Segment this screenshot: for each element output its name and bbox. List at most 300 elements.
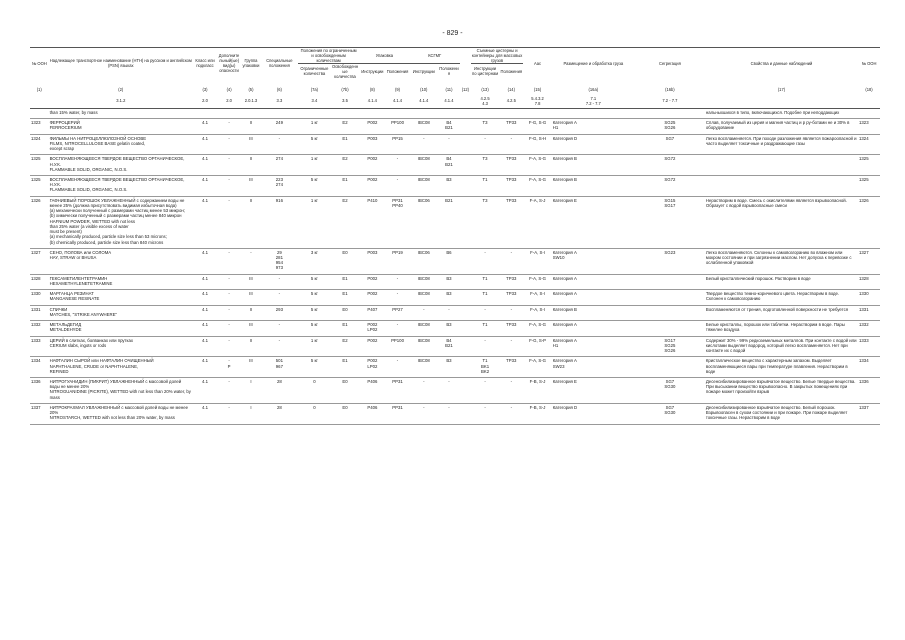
cell-excepted-qty: E1 <box>331 134 359 155</box>
cell-class: 4.1 <box>193 196 217 248</box>
cell-packing-instruction: P002 <box>359 274 385 289</box>
table-row <box>30 175 880 196</box>
cell-class: 4.1 <box>193 134 217 155</box>
cell-segregation: SG17 SG25 SG26 <box>635 336 705 357</box>
cell-un-number: 1330 <box>30 290 49 305</box>
cell-stowage: Категория А <box>552 321 635 336</box>
cell-limited-qty: 0 <box>298 403 331 424</box>
cell-tank-instruction: T3 <box>471 119 499 134</box>
table-row <box>30 119 880 134</box>
cell-tank-provision: TP33 <box>499 196 523 248</box>
cell-stowage: Категория А <box>552 290 635 305</box>
table-row <box>30 155 880 176</box>
cell-segregation <box>635 290 705 305</box>
cell-tank-provision: TP33 <box>499 175 523 196</box>
cell-col12 <box>460 274 471 289</box>
header-un-number-right: № ООН <box>858 48 880 79</box>
cell-special-provisions: 916 <box>261 196 298 248</box>
column-reference <box>30 94 49 108</box>
column-reference: 3.1.2 <box>116 98 126 104</box>
cell-special-provisions: - <box>261 290 298 305</box>
cell-excepted-qty: E0 <box>331 305 359 320</box>
column-number: (11) <box>445 86 453 92</box>
cell-ems: F-B, S-J <box>523 378 551 404</box>
cell-class: 4.1 <box>193 378 217 404</box>
cell-tank-instruction: T1 <box>471 321 499 336</box>
cell-packing-instruction: P406 <box>359 403 385 424</box>
cell-psn: ФЕРРОЦЕРИЙ FERROCERIUM <box>49 119 193 134</box>
column-number: (16a) <box>588 86 599 92</box>
cell-ems: F-A, S-G <box>523 274 551 289</box>
cell-ems: F-B, S-J <box>523 403 551 424</box>
cell-tank-provision: - <box>499 378 523 404</box>
cell-properties: Легко воспламеняются. Склонны к самовозгоранию во влажном или мокром состоянии и при загрязнении маслом. Нет допуска к перевозке с ослабленной упаковкой <box>705 248 858 274</box>
cell-packing-provision: - <box>385 274 409 289</box>
cell-ibc-provision: B3 <box>438 290 460 305</box>
column-number: (5) <box>248 86 254 92</box>
cell-class: 4.1 <box>193 290 217 305</box>
header-segregation: Сегрегация <box>635 48 705 79</box>
cell-special-provisions: 293 <box>261 305 298 320</box>
cell-ems <box>523 108 551 118</box>
cell-packing-instruction: P002 <box>359 290 385 305</box>
cell-psn: МАРГАНЦА РЕЗИНАТ MANGANESE RESINATE <box>49 290 193 305</box>
cell-limited-qty: 3 кг <box>298 248 331 274</box>
column-number: (6) <box>276 86 282 92</box>
column-number: (3) <box>202 86 208 92</box>
cell-ibc-provision: B3 <box>438 274 460 289</box>
cell-un-number: 1323 <box>30 119 49 134</box>
table-row <box>30 305 880 320</box>
cell-special-provisions: 28 <box>261 378 298 404</box>
cell-stowage: Категория D <box>552 134 635 155</box>
cell-stowage: Категория А H1 <box>552 119 635 134</box>
cell-special-provisions: 28 <box>261 403 298 424</box>
cell-packing-provision: - <box>385 357 409 378</box>
cell-subsidiary-hazard: - <box>217 378 241 404</box>
column-reference: 3.5 <box>342 98 348 104</box>
cell-tank-instruction: - <box>471 305 499 320</box>
cell-class: 4.1 <box>193 175 217 196</box>
cell-stowage: Категория Е <box>552 196 635 248</box>
cell-subsidiary-hazard: - <box>217 305 241 320</box>
cell-ibc-instruction: IBC08 <box>410 321 438 336</box>
cell-col12 <box>460 357 471 378</box>
cell-class: 4.1 <box>193 305 217 320</box>
cell-packing-group: - <box>241 248 261 274</box>
column-number: (9) <box>395 86 401 92</box>
table-row <box>30 134 880 155</box>
cell-tank-instruction: - <box>471 248 499 274</box>
cell-tank-provision: - <box>499 336 523 357</box>
table-row <box>30 290 880 305</box>
cell-special-provisions: 223 274 <box>261 175 298 196</box>
cell-stowage <box>552 108 635 118</box>
cell-un-number-right: 1330 <box>858 290 880 305</box>
cell-un-number-right: 1333 <box>858 336 880 357</box>
cell-excepted-qty: E2 <box>331 196 359 248</box>
cell-tank-instruction: - <box>471 336 499 357</box>
column-reference <box>858 94 880 108</box>
cell-un-number: 1326 <box>30 196 49 248</box>
column-number: (15) <box>533 86 542 92</box>
cell-packing-group: II <box>241 305 261 320</box>
page-number: - 829 - <box>442 30 463 37</box>
table-row <box>30 248 880 274</box>
cell-ibc-instruction: - <box>410 403 438 424</box>
cell-special-provisions: 274 <box>261 155 298 176</box>
cell-segregation: SG7 <box>635 134 705 155</box>
header-tank-provisions: Положения <box>499 63 523 78</box>
cell-limited-qty: 5 кг <box>298 274 331 289</box>
cell-tank-instruction: - <box>471 403 499 424</box>
cell-properties: Белый кристаллический порошок. Растворим в воде <box>705 274 858 289</box>
cell-tank-provision: TP33 <box>499 290 523 305</box>
cell-col12 <box>460 119 471 134</box>
cell-ibc-provision: B4 B21 <box>438 155 460 176</box>
header-ibc-provisions: Положения <box>438 63 460 78</box>
cell-packing-group: II <box>241 155 261 176</box>
cell-packing-group: II <box>241 336 261 357</box>
column-number: (1) <box>36 86 42 92</box>
cell-limited-qty: 1 кг <box>298 196 331 248</box>
cell-properties: Десенсибилизированное взрывчатое вещество. Белые твердые вещества. При высыхании вещество взрывоопасно. В закрытых помещениях при пожаре может произойти взрыв <box>705 378 858 404</box>
cell-packing-group: III <box>241 274 261 289</box>
cell-tank-instruction: T1 <box>471 274 499 289</box>
column-reference: 2.0.1.3 <box>244 98 258 104</box>
cell-psn: НАФТАЛИН СЫРОЙ или НАФТАЛИН ОЧИЩЕННЫЙ NAPHTHALENE, CRUDE or NAPHTHALENE, REFINED <box>49 357 193 378</box>
cell-un-number-right: 1328 <box>858 274 880 289</box>
column-reference: 4.1.4 <box>444 98 454 104</box>
cell-un-number-right: 1336 <box>858 378 880 404</box>
column-reference: 5.4.3.2 7.8 <box>531 95 544 106</box>
cell-packing-provision: PP31 <box>385 378 409 404</box>
cell-tank-instruction: T3 <box>471 196 499 248</box>
cell-packing-provision: - <box>385 175 409 196</box>
header-subsidiary-hazard: Дополнительный(ые) вид(ы) опасности <box>217 48 241 79</box>
cell-psn: МЕТАЛЬДЕГИД METALDEHYDE <box>49 321 193 336</box>
cell-subsidiary-hazard: - <box>217 403 241 424</box>
cell-limited-qty: 1 кг <box>298 119 331 134</box>
cell-psn: ГЕКСАМЕТИЛЕНТЕТРАМИН HEXAMETHYLENETETRAMINE <box>49 274 193 289</box>
cell-un-number <box>30 108 49 118</box>
cell-limited-qty: 5 кг <box>298 290 331 305</box>
cell-stowage: Категория А <box>552 274 635 289</box>
header-tanks: Съемные цистерны и контейнеры для массовых грузов <box>471 48 523 63</box>
cell-un-number-right: 1325 <box>858 155 880 176</box>
header-stowage: Размещение и обработка груза <box>552 48 635 79</box>
cell-excepted-qty: E2 <box>331 119 359 134</box>
column-reference: 4.2.5 4.3 <box>480 95 490 106</box>
cell-col12 <box>460 305 471 320</box>
cell-limited-qty: 5 кг <box>298 134 331 155</box>
cell-ibc-instruction: IBC06 <box>410 196 438 248</box>
header-ems: Аас <box>523 48 551 79</box>
cell-un-number-right <box>858 108 880 118</box>
cell-ibc-provision: B4 B21 <box>438 119 460 134</box>
cell-properties: Десенсибилизированное взрывчатое вещество. Белый порошок. Взрывоопасен в сухом состоянии и при пожаре. При пожаре выделяет токсичные газы. Нерастворим в воде <box>705 403 858 424</box>
cell-psn: ЦЕРИЙ в слитках, болванках или прутках CERIUM slabs, ingots or rods <box>49 336 193 357</box>
cell-ibc-provision: B6 <box>438 248 460 274</box>
cell-un-number: 1325 <box>30 155 49 176</box>
cell-col12 <box>460 321 471 336</box>
table-row <box>30 321 880 336</box>
cell-excepted-qty: E0 <box>331 248 359 274</box>
header-packing-provisions: Положения <box>385 63 409 78</box>
cell-subsidiary-hazard: - <box>217 336 241 357</box>
cell-excepted-qty: E1 <box>331 290 359 305</box>
cell-excepted-qty: E2 <box>331 155 359 176</box>
column-number: (18) <box>865 86 873 92</box>
cell-ibc-instruction: IBC06 <box>410 248 438 274</box>
cell-excepted-qty: E0 <box>331 403 359 424</box>
cell-ems: F-A, S-G <box>523 155 551 176</box>
cell-ibc-provision: - <box>438 305 460 320</box>
cell-un-number-right: 1331 <box>858 305 880 320</box>
cell-excepted-qty: E1 <box>331 274 359 289</box>
column-reference <box>705 94 858 108</box>
cell-subsidiary-hazard <box>217 108 241 118</box>
cell-properties: Содержит 30% - 99% редкоземельных металлов. При контакте с водой или кислотами выделяет водород, который легко воспламеняется. Нет при контакте их с водой <box>705 336 858 357</box>
cell-un-number-right: 1325 <box>858 175 880 196</box>
cell-excepted-qty <box>331 108 359 118</box>
cell-tank-instruction: T1 BK1 BK2 <box>471 357 499 378</box>
cell-packing-group: III <box>241 290 261 305</box>
cell-packing-instruction: P406 <box>359 378 385 404</box>
header-class: Класс или подкласс <box>193 48 217 79</box>
cell-ems: F-A, S-I <box>523 290 551 305</box>
cell-ibc-provision: B4 B21 <box>438 336 460 357</box>
cell-psn: ВОСПЛАМЕНЯЮЩЕЕСЯ ТВЕРДОЕ ВЕЩЕСТВО ОРГАНИЧЕСКОЕ, Н.У.К. FLAMMABLE SOLID, ORGANIC, N.O.S. <box>49 175 193 196</box>
cell-un-number: 1334 <box>30 357 49 378</box>
cell-packing-instruction: P003 <box>359 248 385 274</box>
header-col12 <box>460 48 471 79</box>
cell-stowage: Категория А H1 <box>552 336 635 357</box>
cell-packing-instruction: P002 <box>359 119 385 134</box>
cell-packing-provision <box>385 108 409 118</box>
cell-un-number-right: 1337 <box>858 403 880 424</box>
column-reference: 2.0 <box>202 98 208 104</box>
cell-ibc-instruction: IBC08 <box>410 357 438 378</box>
cell-limited-qty: 5 кг <box>298 305 331 320</box>
cell-properties: нальныхшихся в типо, включающихся. Подобне при неподдающих <box>705 108 858 118</box>
cell-limited-qty: 1 кг <box>298 336 331 357</box>
cell-packing-provision: PP100 <box>385 119 409 134</box>
cell-col12 <box>460 378 471 404</box>
header-limited-qty: Ограниченные количества <box>298 63 331 78</box>
cell-un-number-right: 1332 <box>858 321 880 336</box>
cell-segregation: SG15 SG17 <box>635 196 705 248</box>
cell-packing-group: I <box>241 378 261 404</box>
cell-class: 4.1 <box>193 403 217 424</box>
column-number: (17) <box>777 86 786 92</box>
header-psn: Надлежащее транспортное наименование (НТН) на русском и английском (PSN) языках <box>49 48 193 79</box>
cell-tank-provision: - <box>499 248 523 274</box>
cell-psn: НИТРОКРАХМАЛ УВЛАЖНЕННЫЙ с массовой долей воды не менее 20% NITROSTARCH, WETTED with not less than 20% water, by mass <box>49 403 193 424</box>
cell-un-number: 1331 <box>30 305 49 320</box>
column-number: (7b) <box>341 86 349 92</box>
cell-packing-provision: PP31 PP40 <box>385 196 409 248</box>
cell-ems: F-G, S-G <box>523 119 551 134</box>
cell-segregation <box>635 305 705 320</box>
cell-class <box>193 108 217 118</box>
cell-col12 <box>460 155 471 176</box>
cell-tank-provision: - <box>499 305 523 320</box>
cell-packing-group: II <box>241 196 261 248</box>
cell-tank-provision: TP33 <box>499 357 523 378</box>
cell-ibc-instruction: - <box>410 134 438 155</box>
cell-packing-provision: - <box>385 321 409 336</box>
cell-stowage: Категория А SW10 <box>552 248 635 274</box>
cell-ibc-instruction <box>410 108 438 118</box>
column-reference <box>460 94 471 108</box>
column-reference: 3.3 <box>276 98 283 104</box>
cell-packing-provision: PP15 <box>385 134 409 155</box>
cell-un-number: 1328 <box>30 274 49 289</box>
cell-segregation <box>635 357 705 378</box>
header-tank-instructions: Инструкции по цистернам <box>471 63 499 78</box>
cell-un-number-right: 1323 <box>858 119 880 134</box>
table-row <box>30 378 880 404</box>
column-number: (14) <box>507 86 515 92</box>
cell-class: 4.1 <box>193 248 217 274</box>
table-row <box>30 403 880 424</box>
cell-properties: Белые кристаллы, порошок или таблетки. Нерастворим в воде. Пары тяжелее воздуха <box>705 321 858 336</box>
cell-special-provisions: - <box>261 134 298 155</box>
cell-un-number: 1333 <box>30 336 49 357</box>
cell-ems: F-A, S-J <box>523 196 551 248</box>
cell-col12 <box>460 290 471 305</box>
cell-limited-qty <box>298 108 331 118</box>
cell-special-provisions: 501 967 <box>261 357 298 378</box>
cell-psn: СЕНО, ПОЛОВА или СОЛОМА HAY, STRAW or BHUSA <box>49 248 193 274</box>
cell-un-number: 1337 <box>30 403 49 424</box>
cell-stowage: Категория В <box>552 175 635 196</box>
column-number: (13) <box>481 86 489 92</box>
cell-excepted-qty: E1 <box>331 175 359 196</box>
cell-tank-instruction: - <box>471 134 499 155</box>
table-row <box>30 274 880 289</box>
cell-tank-provision <box>499 108 523 118</box>
column-reference: 7.2 - 7.7 <box>662 98 678 104</box>
cell-tank-provision: - <box>499 134 523 155</box>
cell-properties <box>705 175 858 196</box>
table-row <box>30 108 880 118</box>
cell-limited-qty: 5 кг <box>298 175 331 196</box>
cell-special-provisions: 29 281 954 973 <box>261 248 298 274</box>
cell-excepted-qty: E1 <box>331 357 359 378</box>
cell-col12 <box>460 336 471 357</box>
cell-stowage: Категория В <box>552 305 635 320</box>
column-number: (4) <box>226 86 232 92</box>
cell-packing-provision: PP31 <box>385 403 409 424</box>
cell-packing-provision: PP100 <box>385 336 409 357</box>
cell-tank-provision: TP33 <box>499 155 523 176</box>
cell-ems: F-G, S-H <box>523 134 551 155</box>
cell-un-number-right: 1327 <box>858 248 880 274</box>
cell-subsidiary-hazard: - <box>217 321 241 336</box>
cell-special-provisions: - <box>261 274 298 289</box>
cell-psn: than 15% water, by mass <box>49 108 193 118</box>
table-row <box>30 196 880 248</box>
cell-class: 4.1 <box>193 321 217 336</box>
cell-properties: Твердое вещество темно-коричневого цвета. Нерастворим в воде. Склонен к самовозгоранию <box>705 290 858 305</box>
cell-packing-instruction: P002 LP02 <box>359 357 385 378</box>
cell-subsidiary-hazard: - <box>217 155 241 176</box>
cell-un-number: 1327 <box>30 248 49 274</box>
cell-properties <box>705 155 858 176</box>
cell-properties: Нерастворим в воде. Смесь с окислителями является взрывоопасной. Образует с водой взрывоопасные смеси <box>705 196 858 248</box>
cell-un-number: 1325 <box>30 175 49 196</box>
cell-ems: F-G, S-P <box>523 336 551 357</box>
cell-packing-provision: - <box>385 290 409 305</box>
cell-un-number: 1324 <box>30 134 49 155</box>
cell-class: 4.1 <box>193 336 217 357</box>
cell-excepted-qty: E0 <box>331 378 359 404</box>
cell-tank-provision: TP33 <box>499 321 523 336</box>
header-ibc-instructions: Инструкции <box>410 63 438 78</box>
cell-psn: СПИЧКИ MATCHES, "STRIKE ANYWHERE" <box>49 305 193 320</box>
cell-un-number-right: 1324 <box>858 134 880 155</box>
cell-excepted-qty: E2 <box>331 336 359 357</box>
header-packing-group: Группа упаковки <box>241 48 261 79</box>
cell-tank-provision: - <box>499 403 523 424</box>
cell-packing-instruction: P003 <box>359 134 385 155</box>
column-reference: 4.1.4 <box>392 98 403 104</box>
cell-psn: НИТРОГУАНИДИН (ПИКРИТ) УВЛАЖНЕННЫЙ с массовой долей воды не менее 20% NITROGUANIDINE (PICRITE), WETTED with not less than 20% water, by mass <box>49 378 193 404</box>
cell-ibc-instruction: IBC08 <box>410 155 438 176</box>
column-number: (7a) <box>310 86 319 92</box>
column-number: (12) <box>461 86 469 92</box>
header-properties: Свойства и данные наблюдений <box>705 48 858 79</box>
cell-ibc-provision: B21 <box>438 196 460 248</box>
column-reference: 3.4 <box>311 98 318 104</box>
cell-segregation <box>635 274 705 289</box>
cell-ibc-instruction: IBC08 <box>410 336 438 357</box>
table-body <box>30 108 880 424</box>
cell-stowage: Категория В <box>552 155 635 176</box>
cell-properties: Легко воспламеняется. При походе разложения является пожароопасной и часто выделяет токсичные и раздражающие газы <box>705 134 858 155</box>
cell-limited-qty: 0 <box>298 378 331 404</box>
cell-subsidiary-hazard: - <box>217 274 241 289</box>
cell-ems: F-A, S-I <box>523 305 551 320</box>
cell-packing-group: III <box>241 175 261 196</box>
cell-tank-instruction: - <box>471 378 499 404</box>
cell-packing-group: III <box>241 321 261 336</box>
cell-col12 <box>460 403 471 424</box>
cell-subsidiary-hazard: - <box>217 134 241 155</box>
cell-col12 <box>460 134 471 155</box>
cell-tank-instruction <box>471 108 499 118</box>
cell-segregation: SG72 <box>635 155 705 176</box>
cell-ems: F-A, S-G <box>523 321 551 336</box>
cell-tank-instruction: T1 <box>471 175 499 196</box>
cell-packing-instruction: P410 <box>359 196 385 248</box>
cell-packing-instruction: P407 <box>359 305 385 320</box>
cell-ibc-instruction: IBC08 <box>410 175 438 196</box>
cell-segregation <box>635 108 705 118</box>
cell-packing-instruction <box>359 108 385 118</box>
cell-special-provisions <box>261 108 298 118</box>
header-un-number: № ООН <box>30 48 49 79</box>
column-reference: 2.0 <box>226 98 232 104</box>
cell-ibc-provision: - <box>438 134 460 155</box>
cell-ibc-provision: - <box>438 378 460 404</box>
cell-properties: Воспламеняются от трения, подготовленной поверхности не требуется <box>705 305 858 320</box>
cell-ibc-provision: B3 <box>438 175 460 196</box>
cell-ibc-instruction: IBC08 <box>410 119 438 134</box>
cell-tank-instruction: T1 <box>471 290 499 305</box>
